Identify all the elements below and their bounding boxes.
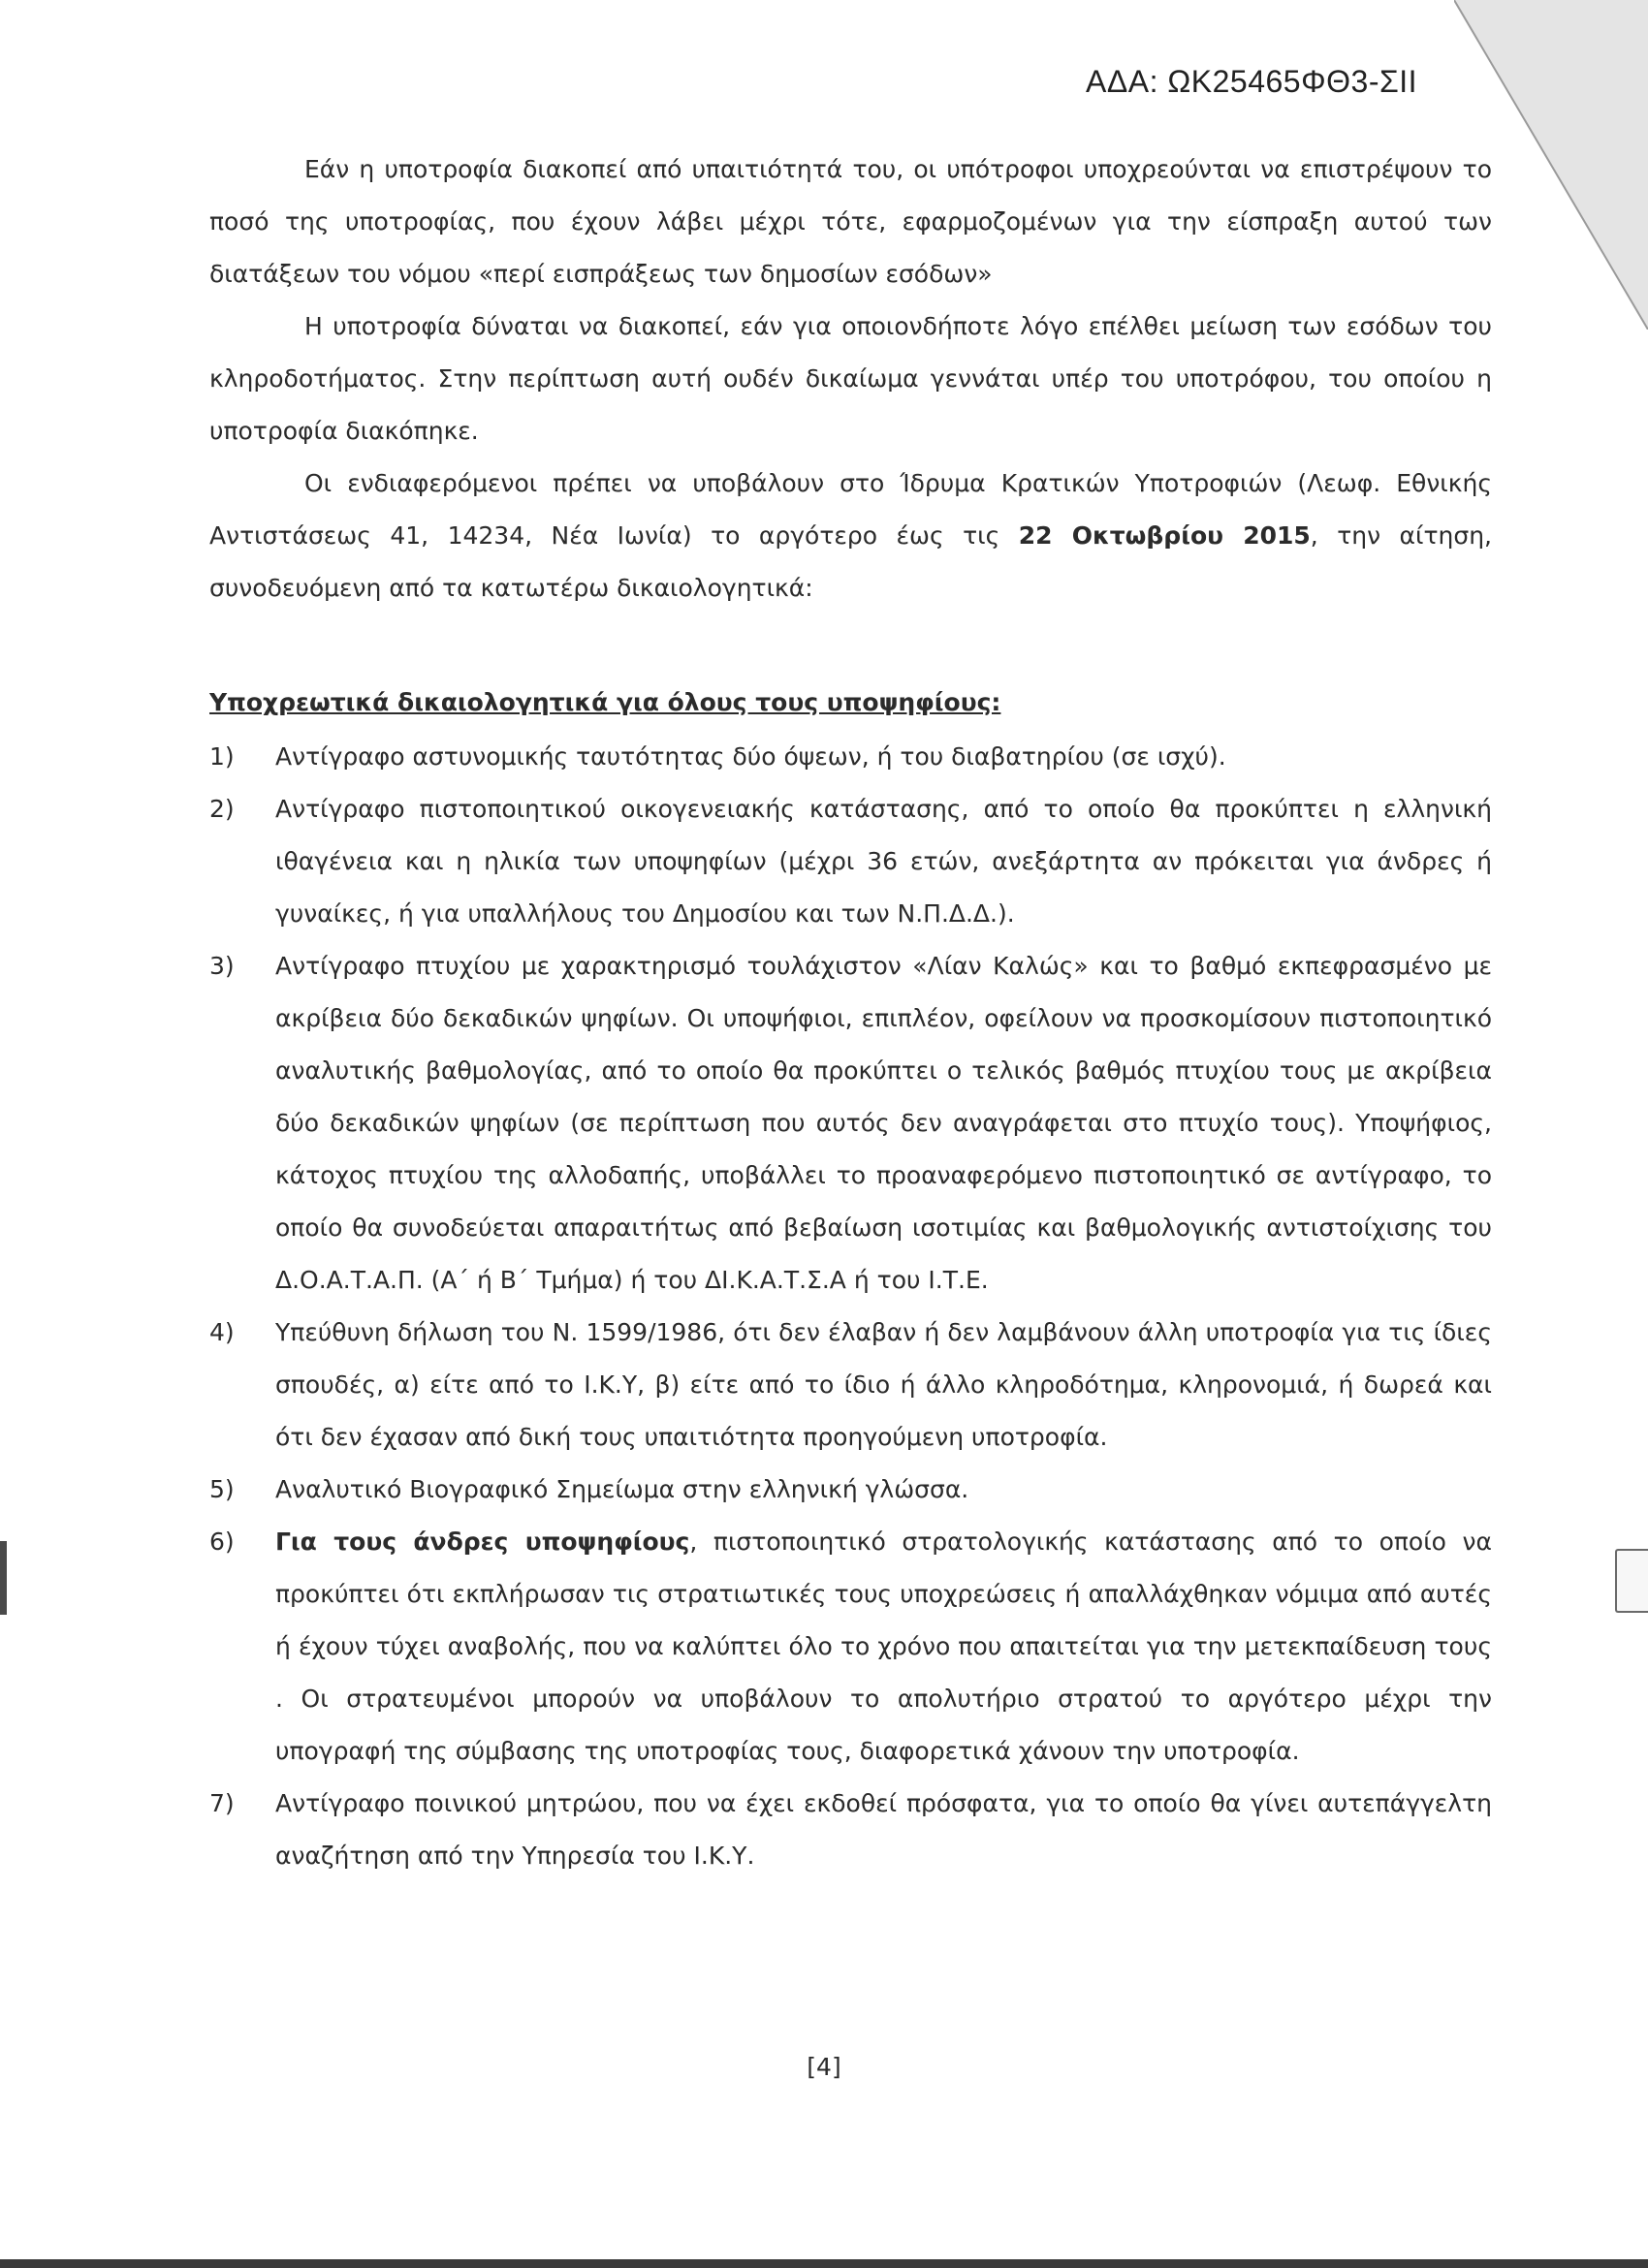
list-item bbox=[209, 1778, 1492, 1882]
list-item bbox=[209, 783, 1492, 940]
list-item bbox=[209, 1307, 1492, 1464]
paragraph-interruption: Η υποτροφία δύναται να διακοπεί, εάν για οποιονδήποτε λόγο επέλθει μείωση των εσόδων του κληροδοτήματος. Στην περίπτωση αυτή ουδέν δικαίωμα γεννάται υπέρ του υποτρόφου, του οποίου η υποτροφία διακόπηκε. bbox=[209, 312, 1492, 445]
page-number: [4] bbox=[807, 2053, 841, 2081]
scanner-binding-mark-right bbox=[1615, 1549, 1648, 1613]
paragraph-repayment: Εάν η υποτροφία διακοπεί από υπαιτιότητά του, οι υπότροφοι υποχρεούνται να επιστρέψουν το ποσό της υποτροφίας, που έχουν λάβει μέχρι τότε, εφαρμοζομένων για την είσπραξη αυτού των διατάξεων του νόμου «περί εισπράξεως των δημοσίων εσόδων» bbox=[209, 155, 1492, 288]
list-item-number: 4) bbox=[209, 1318, 235, 1346]
list-item-number: 2) bbox=[209, 795, 235, 823]
list-item-text: Αντίγραφο αστυνομικής ταυτότητας δύο όψεων, ή του διαβατηρίου (σε ισχύ). bbox=[275, 742, 1226, 771]
list-item-number: 3) bbox=[209, 952, 235, 980]
required-documents-list bbox=[209, 731, 1492, 1882]
submission-deadline: 22 Οκτωβρίου 2015 bbox=[1018, 521, 1311, 550]
list-item-text-rest: , πιστοποιητικό στρατολογικής κατάστασης από το οποίο να προκύπτει ότι εκπλήρωσαν τις στρατιωτικές τους υποχρεώσεις ή απαλλάχθηκαν νόμιμα από αυτές ή έχουν τύχει αναβολής, που να καλύπτει όλο το χρόνο που απαιτείται για την μετεκπαίδευση τους . Οι στρατευμένοι μπορούν να υποβάλουν το απολυτήριο στρατού το αργότερο μέχρι την υπογραφή της σύμβασης της υποτροφίας τους, διαφορετικά χάνουν την υποτροφία. bbox=[275, 1528, 1492, 1765]
list-item-text: Αντίγραφο ποινικού μητρώου, που να έχει εκδοθεί πρόσφατα, για το οποίο θα γίνει αυτεπάγγελτη αναζήτηση από την Υπηρεσία του Ι.Κ.Υ. bbox=[275, 1789, 1492, 1870]
list-item bbox=[209, 1516, 1492, 1778]
list-item bbox=[209, 940, 1492, 1307]
scanner-binding-mark-left bbox=[0, 1541, 7, 1615]
ada-code: ΑΔΑ: ΩΚ25465ΦΘ3-ΣΙΙ bbox=[1086, 64, 1418, 99]
list-item-number: 5) bbox=[209, 1475, 235, 1503]
list-item bbox=[209, 1464, 1492, 1516]
list-item-number: 7) bbox=[209, 1789, 235, 1817]
list-item-text: Αναλυτικό Βιογραφικό Σημείωμα στην ελληνική γλώσσα. bbox=[275, 1475, 969, 1503]
list-item-text bbox=[275, 1516, 1492, 1778]
list-item-number: 1) bbox=[209, 742, 235, 771]
list-item-text: Υπεύθυνη δήλωση του Ν. 1599/1986, ότι δεν έλαβαν ή δεν λαμβάνουν άλλη υποτροφία για τις ίδιες σπουδές, α) είτε από το Ι.Κ.Υ, β) είτε από το ίδιο ή άλλο κληροδότημα, κληρονομιά, ή δωρεά και ότι δεν έχασαν από δική τους υπαιτιότητα προηγούμενη υποτροφία. bbox=[275, 1318, 1492, 1451]
paragraph-submission bbox=[209, 457, 1492, 614]
submission-text-after: , την αίτηση, συνοδευόμενη από τα κατωτέρω δικαιολογητικά: bbox=[209, 521, 1492, 602]
list-item-text: Αντίγραφο πιστοποιητικού οικογενειακής κατάστασης, από το οποίο θα προκύπτει η ελληνική ιθαγένεια και η ηλικία των υποψηφίων (μέχρι 36 ετών, ανεξάρτητα αν πρόκειται για άνδρες ή γυναίκες, ή για υπαλλήλους του Δημοσίου και των Ν.Π.Δ.Δ.). bbox=[275, 795, 1492, 928]
list-item-text: Αντίγραφο πτυχίου με χαρακτηρισμό τουλάχιστον «Λίαν Καλώς» και το βαθμό εκπεφρασμένο με ακρίβεια δύο δεκαδικών ψηφίων. Οι υποψήφιοι, επιπλέον, οφείλουν να προσκομίσουν πιστοποιητικό αναλυτικής βαθμολογίας, από το οποίο θα προκύπτει ο τελικός βαθμός πτυχίου τους με ακρίβεια δύο δεκαδικών ψηφίων (σε περίπτωση που αυτός δεν αναγράφεται στο πτυχίο τους). Υποψήφιος, κάτοχος πτυχίου της αλλοδαπής, υποβάλλει το προαναφερόμενο πιστοποιητικό σε αντίγραφο, το οποίο θα συνοδεύεται απαραιτήτως από βεβαίωση ισοτιμίας και βαθμολογικής αντιστοίχισης του Δ.Ο.Α.Τ.Α.Π. (Α΄ ή Β΄ Τμήμα) ή του ΔΙ.Κ.Α.Τ.Σ.Α ή του Ι.Τ.Ε. bbox=[275, 952, 1492, 1294]
list-item bbox=[209, 731, 1492, 783]
submission-text-before: Οι ενδιαφερόμενοι πρέπει να υποβάλουν στο Ίδρυμα Κρατικών Υποτροφιών (Λεωφ. Εθνικής Αντιστάσεως 41, 14234, Νέα Ιωνία) το αργότερο έως τις bbox=[209, 469, 1492, 550]
required-documents-heading: Υποχρεωτικά δικαιολογητικά για όλους τους υποψηφίους: bbox=[209, 688, 1001, 716]
document-body bbox=[209, 143, 1492, 1882]
scanner-bottom-edge bbox=[0, 2259, 1648, 2268]
list-item-bold-lead: Για τους άνδρες υποψηφίους bbox=[275, 1528, 690, 1556]
list-item-number: 6) bbox=[209, 1528, 235, 1556]
